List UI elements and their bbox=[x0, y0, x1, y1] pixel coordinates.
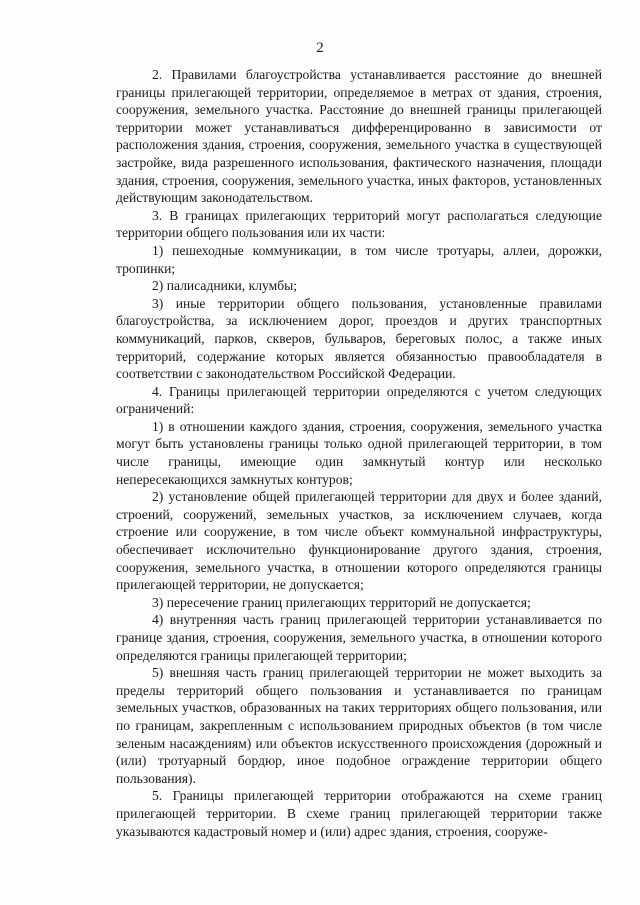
paragraph-5: 5. Границы прилегающей территории отображаются на схеме границ прилегающей территории. В схеме границ прилегающей территории также указываются кадастровый номер и (или) адрес здания, строения, сооруже- bbox=[116, 788, 602, 839]
paragraph-4: 4. Границы прилегающей территории определяются с учетом следующих ограничений: bbox=[116, 383, 602, 417]
paragraph-2: 2. Правилами благоустройства устанавливается расстояние до внешней границы прилегающей территории, определяемое в метрах от здания, строения, сооружения, земельного участка. Расстояние до внешней границы прилегающей территории может устанавливаться дифференцированно в зависимости от расположения здания, строения, сооружения, земельного участка в существующей застройке, вида разрешенного использования, фактического назначения, площади здания, строения, сооружения, земельного участка, иных факторов, установленных действующим законодательством. bbox=[116, 67, 602, 206]
document-body bbox=[116, 66, 602, 840]
list-item-4-2: 2) установление общей прилегающей территории для двух и более зданий, строений, сооружений, земельных участков, за исключением случаев, когда строение или сооружение, в том числе объект коммунальной инфраструктуры, обеспечивает исключительно функционирование другого здания, строения, сооружения, земельного участка, в отношении которого определяются границы прилегающей территории, не допускается; bbox=[116, 489, 602, 593]
list-item-4-5: 5) внешняя часть границ прилегающей территории не может выходить за пределы территорий общего пользования и устанавливается по границам земельных участков, образованных на таких территориях общего пользования, или по границам, закрепленным с использованием природных объектов (в том числе зеленым насаждениям) или объектов искусственного происхождения (дорожный и (или) тротуарный бордюр, иное подобное ограждение территории общего пользования). bbox=[116, 665, 602, 786]
page-number: 2 bbox=[316, 40, 324, 56]
list-item-3-3: 3) иные территории общего пользования, установленные правилами благоустройства, за исключением дорог, проездов и других транспортных коммуникаций, парков, скверов, бульваров, береговых полос, а также иных территорий, содержание которых является обязанностью правообладателя в соответствии с законодательством Российской Федерации. bbox=[116, 295, 602, 382]
list-item-4-1: 1) в отношении каждого здания, строения, сооружения, земельного участка могут быть установлены границы только одной прилегающей территории, в том числе границы, имеющие один замкнутый контур или несколько непересекающихся замкнутых контуров; bbox=[116, 418, 602, 487]
list-item-4-3: 3) пересечение границ прилегающих территорий не допускается; bbox=[152, 594, 531, 610]
list-item-3-2: 2) палисадники, клумбы; bbox=[152, 278, 298, 294]
list-item-4-4: 4) внутренняя часть границ прилегающей территории устанавливается по границе здания, строения, сооружения, земельного участка, в отношении которого определяются границы прилегающей территории; bbox=[116, 612, 602, 663]
paragraph-3: 3. В границах прилегающих территорий могут располагаться следующие территории общего пользования или их части: bbox=[116, 207, 602, 241]
list-item-3-1: 1) пешеходные коммуникации, в том числе тротуары, аллеи, дорожки, тропинки; bbox=[116, 242, 602, 276]
